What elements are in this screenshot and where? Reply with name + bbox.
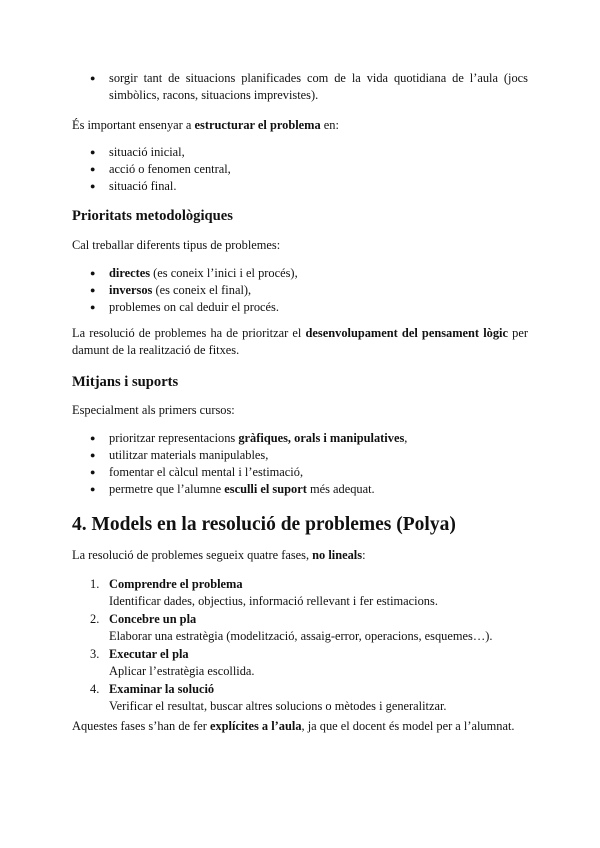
text: , [404, 431, 408, 445]
heading-polya: 4. Models en la resolució de problemes (Polya) [72, 514, 456, 535]
phase-number: 3. [90, 647, 100, 661]
phase-title: Comprendre el problema [109, 577, 243, 591]
phase-description: Aplicar l’estratègia escollida. [109, 664, 255, 678]
phase-item [72, 611, 528, 645]
text: La resolució de problemes segueix quatre fases, [72, 548, 313, 562]
text: (es coneix l’inici i el procés), [150, 266, 298, 280]
list-item [72, 161, 528, 178]
text: , ja que el docent és model per a l’alumnat. [301, 719, 515, 733]
bold-text: desenvolupament del pensament lògic [305, 326, 508, 340]
bullet-text: acció o fenomen central, [109, 162, 231, 176]
list-item [72, 447, 528, 464]
text: (es coneix el final), [152, 283, 252, 297]
bold-text: estructurar el problema [194, 118, 321, 132]
heading-mitjans: Mitjans i suports [72, 374, 179, 390]
bold-text: no lineals [312, 548, 363, 562]
list-item [72, 144, 528, 161]
top-bullet-list [72, 70, 528, 104]
problem-types-list [72, 265, 528, 316]
list-item [72, 282, 528, 299]
phase-description: Elaborar una estratègia (modelització, assaig-error, operacions, esquemes…). [109, 629, 493, 643]
text: per damunt de la realització de fitxes. [72, 326, 528, 357]
text: fomentar el càlcul mental i l’estimació, [109, 465, 304, 479]
text: La resolució de problemes ha de prioritzar el [72, 326, 306, 340]
list-item [72, 299, 528, 316]
bold-text: esculli el suport [224, 482, 307, 496]
list-item [72, 481, 528, 498]
prioritats-paragraph [72, 325, 528, 359]
phase-title: Executar el pla [109, 647, 189, 661]
phase-item [72, 576, 528, 610]
list-item [72, 464, 528, 481]
polya-closing [72, 718, 528, 735]
text: utilitzar materials manipulables, [109, 448, 269, 462]
bullet-text: situació inicial, [109, 145, 185, 159]
bullet-text: situació final. [109, 179, 177, 193]
list-item [72, 70, 528, 104]
mitjans-intro: Especialment als primers cursos: [72, 403, 235, 417]
phase-item [72, 646, 528, 680]
phase-item [72, 681, 528, 715]
phase-description: Identificar dades, objectius, informació rellevant i fer estimacions. [109, 594, 438, 608]
phase-title: Concebre un pla [109, 612, 197, 626]
list-item [72, 178, 528, 195]
text: És important ensenyar a [72, 118, 195, 132]
bold-text: directes [109, 266, 151, 280]
list-item [72, 265, 528, 282]
text: permetre que l’alumne [109, 482, 225, 496]
list-item [72, 430, 528, 447]
phase-number: 4. [90, 682, 100, 696]
text: més adequat. [306, 482, 375, 496]
text: Aquestes fases s’han de fer [72, 719, 210, 733]
polya-intro [72, 547, 528, 564]
text: en: [320, 118, 339, 132]
bullet-text: sorgir tant de situacions planificades com de la vida quotidiana de l’aula (jocs simbòlics, racons, situacions imprevistes). [109, 71, 528, 102]
structure-intro [72, 117, 528, 134]
text: prioritzar representacions [109, 431, 239, 445]
phase-number: 2. [90, 612, 100, 626]
phase-description: Verificar el resultat, buscar altres solucions o mètodes i generalitzar. [109, 699, 447, 713]
text: : [362, 548, 366, 562]
polya-phases-list [72, 576, 528, 716]
supports-list [72, 430, 528, 498]
bold-text: gràfiques, orals i manipulatives [238, 431, 405, 445]
heading-prioritats: Prioritats metodològiques [72, 208, 233, 224]
bold-text: inversos [109, 283, 153, 297]
bold-text: explícites a l’aula [209, 719, 302, 733]
structure-list [72, 144, 528, 195]
phase-number: 1. [90, 577, 100, 591]
text: problemes on cal deduir el procés. [109, 300, 279, 314]
phase-title: Examinar la solució [109, 682, 215, 696]
prioritats-intro: Cal treballar diferents tipus de problemes: [72, 238, 281, 252]
